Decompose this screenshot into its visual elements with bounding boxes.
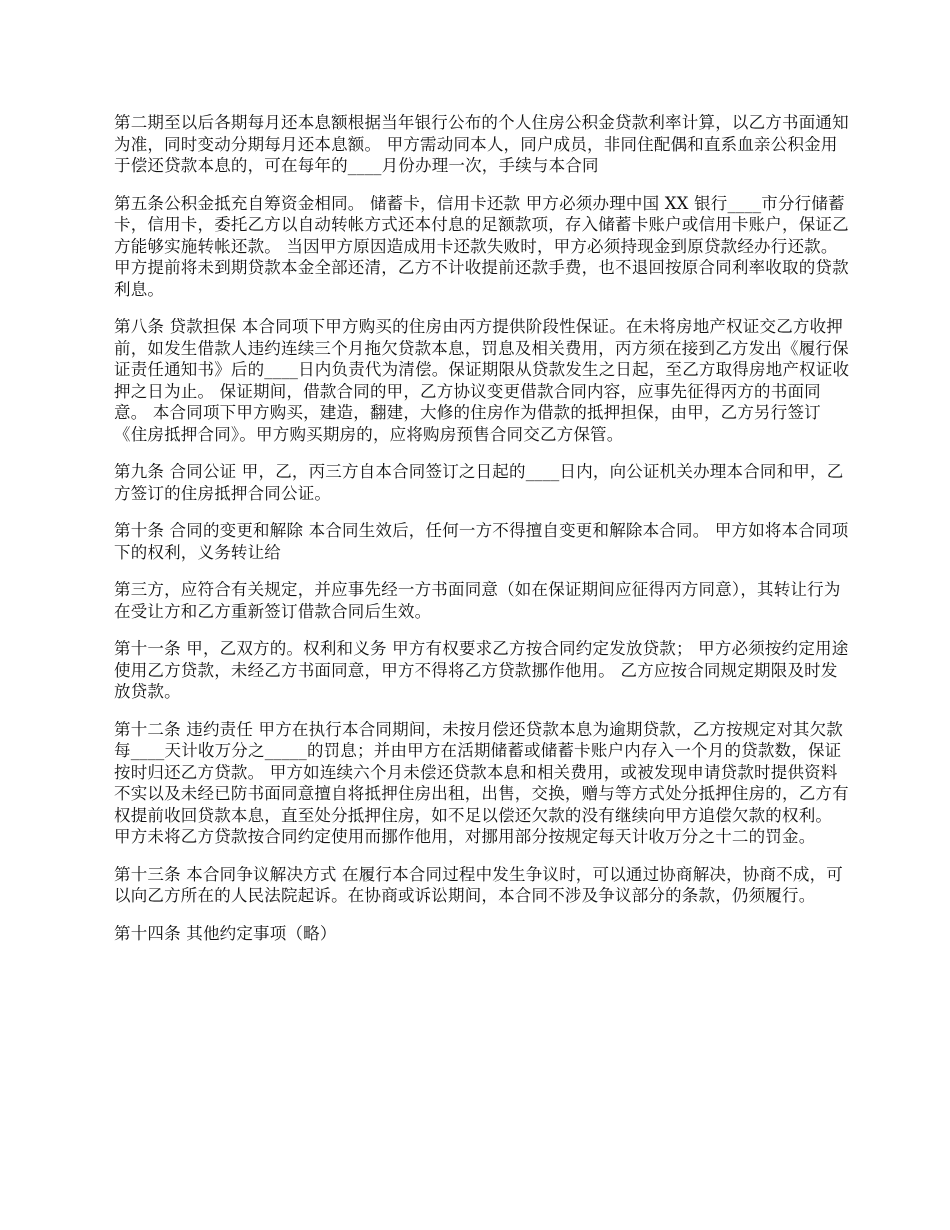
paragraph-third-party-transfer: 第三方，应符合有关规定，并应事先经一方书面同意（如在保证期间应征得丙方同意），其转让行为在受让方和乙方重新签订借款合同后生效。	[114, 580, 841, 621]
paragraph-article-5-card-repayment: 第五条公积金抵充自筹资金相同。 储蓄卡，信用卡还款 甲方必须办理中国 XX 银行____市分行储蓄卡，信用卡，委托乙方以自动转帐方式还本付息的足额款项，存入储蓄卡账户或信用卡账户，保证乙方能够实施转帐还款。 当因甲方原因造成用卡还款失败时，甲方必须持现金到原贷款经办行还款。 甲方提前将未到期贷款本金全部还清，乙方不计收提前还款手费，也不退回按原合同利率收取的贷款利息。	[114, 193, 849, 299]
paragraph-article-10-modification: 第十条 合同的变更和解除 本合同生效后，任何一方不得擅自变更和解除本合同。 甲方如将本合同项下的权利，义务转让给	[114, 521, 849, 562]
paragraph-article-8-loan-guarantee: 第八条 贷款担保 本合同项下甲方购买的住房由丙方提供阶段性保证。在未将房地产权证交乙方收押前，如发生借款人违约连续三个月拖欠贷款本息，罚息及相关费用，丙方须在接到乙方发出《履行保证责任通知书》后的____日内负责代为清偿。保证期限从贷款发生之日起，至乙方取得房地产权证收押之日为止。 保证期间，借款合同的甲，乙方协议变更借款合同内容，应事先征得丙方的书面同意。 本合同项下甲方购买，建造，翻建，大修的住房作为借款的抵押担保，由甲，乙方另行签订《住房抵押合同》。甲方购买期房的，应将购房预售合同交乙方保管。	[114, 317, 850, 444]
paragraph-article-13-dispute-resolution: 第十三条 本合同争议解决方式 在履行本合同过程中发生争议时，可以通过协商解决，协商不成，可以向乙方所在的人民法院起诉。在协商或诉讼期间，本合同不涉及争议部分的条款，仍须履行。	[114, 864, 843, 905]
paragraph-article-11-rights-obligations: 第十一条 甲，乙双方的。权利和义务 甲方有权要求乙方按合同约定发放贷款； 甲方必须按约定用途使用乙方贷款，未经乙方书面同意，甲方不得将乙方贷款挪作他用。 乙方应按合同规定期限及时发放贷款。	[114, 639, 849, 701]
paragraph-article-12-liability: 第十二条 违约责任 甲方在执行本合同期间，未按月偿还贷款本息为逾期贷款，乙方按规定对其欠款每____天计收万分之_____的罚息；并由甲方在活期储蓄或储蓄卡账户内存入一个月的贷款数，保证按时归还乙方贷款。 甲方如连续六个月未偿还贷款本息和相关费用，或被发现申请贷款时提供资料不实以及未经已防书面同意擅自将抵押住房出租，出售，交换，赠与等方式处分抵押住房的，乙方有权提前收回贷款本息，直至处分抵押住房，如不足以偿还欠款的没有继续向甲方追偿欠款的权利。 甲方未将乙方贷款按合同约定使用而挪作他用，对挪用部分按规定每天计收万分之十二的罚金。	[114, 719, 849, 846]
paragraph-article-9-notarization: 第九条 合同公证 甲，乙，丙三方自本合同签订之日起的____日内，向公证机关办理本合同和甲，乙方签订的住房抵押合同公证。	[114, 462, 844, 503]
document-body	[114, 112, 854, 960]
paragraph-article-14-other-matters: 第十四条 其他约定事项（略）	[114, 923, 337, 943]
paragraph-installment-repayment: 第二期至以后各期每月还本息额根据当年银行公布的个人住房公积金贷款利率计算，以乙方书面通知为准，同时变动分期每月还本息额。 甲方需动同本人，同户成员，非同住配偶和直系血亲公积金用于偿还贷款本息的，可在每年的____月份办理一次，手续与本合同	[114, 113, 849, 175]
